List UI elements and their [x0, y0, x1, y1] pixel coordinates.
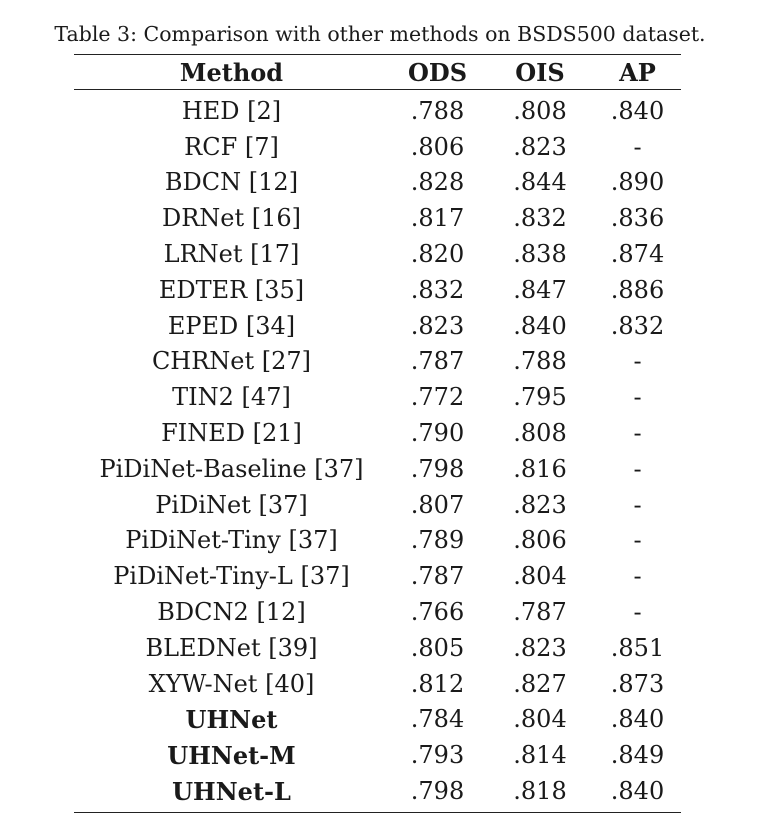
- cell-ods: .812: [410, 669, 465, 698]
- cell-ods: .798: [410, 777, 465, 806]
- cell-ods: .820: [410, 240, 465, 269]
- cell-method: EDTER [35]: [158, 275, 305, 304]
- table-row: [74, 702, 681, 738]
- table-body: [74, 90, 681, 812]
- cell-method: UHNet-M: [167, 740, 296, 770]
- results-table: [74, 54, 681, 813]
- cell-ap: -: [633, 419, 642, 448]
- cell-ap: .836: [610, 204, 665, 233]
- table-row: [74, 737, 681, 773]
- cell-method: TIN2 [47]: [172, 383, 291, 412]
- header-ap: AP: [619, 57, 656, 87]
- cell-ods: .793: [410, 741, 465, 770]
- header-method: Method: [179, 57, 284, 87]
- table-row: [74, 272, 681, 308]
- cell-ap: -: [633, 132, 642, 161]
- cell-ods: .787: [410, 347, 465, 376]
- cell-ois: .795: [513, 383, 567, 412]
- cell-ap: -: [633, 598, 642, 627]
- cell-ois: .818: [513, 777, 567, 806]
- cell-ois: .788: [513, 347, 567, 376]
- cell-ois: .832: [513, 204, 567, 233]
- cell-ois: .787: [513, 598, 567, 627]
- cell-ap: .874: [610, 240, 665, 269]
- table-row: [74, 415, 681, 451]
- cell-ap: .840: [610, 96, 665, 125]
- table-row: [74, 308, 681, 344]
- cell-method: BLEDNet [39]: [145, 633, 318, 662]
- cell-ap: -: [633, 490, 642, 519]
- cell-ois: .808: [513, 419, 567, 448]
- cell-method: PiDiNet-Tiny-L [37]: [113, 562, 350, 591]
- cell-ois: .806: [513, 526, 567, 555]
- cell-method: UHNet: [185, 704, 278, 734]
- cell-ods: .817: [410, 204, 465, 233]
- cell-method: BDCN [12]: [164, 168, 299, 197]
- header-ods: ODS: [407, 57, 468, 87]
- cell-ods: .784: [410, 705, 465, 734]
- table-row: [74, 523, 681, 559]
- table-row: [74, 129, 681, 165]
- cell-ois: .808: [513, 96, 567, 125]
- cell-ap: .849: [610, 741, 665, 770]
- cell-ap: -: [633, 383, 642, 412]
- cell-ap: .840: [610, 705, 665, 734]
- cell-method: PiDiNet [37]: [155, 490, 308, 519]
- table-row: [74, 487, 681, 523]
- cell-ods: .805: [410, 633, 465, 662]
- cell-ap: .832: [610, 311, 665, 340]
- cell-ods: .772: [410, 383, 465, 412]
- cell-ods: .806: [410, 132, 465, 161]
- cell-method: DRNet [16]: [161, 204, 302, 233]
- cell-ois: .838: [513, 240, 567, 269]
- cell-ois: .814: [513, 741, 567, 770]
- table-row: [74, 200, 681, 236]
- table-row: [74, 630, 681, 666]
- cell-ois: .823: [513, 633, 567, 662]
- cell-ap: -: [633, 347, 642, 376]
- table-row: [74, 558, 681, 594]
- cell-ap: -: [633, 526, 642, 555]
- cell-method: RCF [7]: [184, 132, 279, 161]
- cell-method: BDCN2 [12]: [157, 598, 306, 627]
- cell-ois: .827: [513, 669, 567, 698]
- cell-ap: .873: [610, 669, 665, 698]
- cell-ap: -: [633, 454, 642, 483]
- cell-ods: .823: [410, 311, 465, 340]
- cell-method: FINED [21]: [161, 419, 302, 448]
- cell-method: CHRNet [27]: [151, 347, 312, 376]
- header-ois: OIS: [515, 57, 565, 87]
- table-row: [74, 344, 681, 380]
- cell-ois: .804: [513, 705, 567, 734]
- cell-ap: .840: [610, 777, 665, 806]
- cell-ois: .823: [513, 490, 567, 519]
- cell-ods: .766: [410, 598, 465, 627]
- table-row: [74, 379, 681, 415]
- table-row: [74, 93, 681, 129]
- cell-ois: .823: [513, 132, 567, 161]
- cell-ois: .840: [513, 311, 567, 340]
- cell-ap: .851: [610, 633, 665, 662]
- cell-method: PiDiNet-Baseline [37]: [99, 454, 364, 483]
- cell-ods: .798: [410, 454, 465, 483]
- cell-ois: .816: [513, 454, 567, 483]
- table-row: [74, 594, 681, 630]
- table-header-row: [74, 55, 681, 89]
- cell-ods: .807: [410, 490, 465, 519]
- cell-ods: .787: [410, 562, 465, 591]
- table-row: [74, 165, 681, 201]
- cell-method: HED [2]: [181, 96, 282, 125]
- table-bottom-rule: [74, 812, 681, 813]
- cell-ods: .790: [410, 419, 465, 448]
- cell-method: UHNet-L: [172, 776, 291, 806]
- cell-ap: .886: [610, 275, 665, 304]
- cell-method: PiDiNet-Tiny [37]: [125, 526, 338, 555]
- cell-ods: .828: [410, 168, 465, 197]
- table-row: [74, 236, 681, 272]
- cell-ois: .844: [513, 168, 567, 197]
- table-row: [74, 451, 681, 487]
- table-caption: Table 3: Comparison with other methods on BSDS500 dataset.: [54, 22, 706, 46]
- cell-method: XYW-Net [40]: [148, 669, 315, 698]
- cell-ods: .788: [410, 96, 465, 125]
- cell-method: EPED [34]: [167, 311, 296, 340]
- cell-method: LRNet [17]: [163, 240, 300, 269]
- table-row: [74, 666, 681, 702]
- cell-ap: -: [633, 562, 642, 591]
- cell-ods: .832: [410, 275, 465, 304]
- cell-ods: .789: [410, 526, 465, 555]
- cell-ois: .847: [513, 275, 567, 304]
- cell-ap: .890: [610, 168, 665, 197]
- cell-ois: .804: [513, 562, 567, 591]
- table-row: [74, 773, 681, 809]
